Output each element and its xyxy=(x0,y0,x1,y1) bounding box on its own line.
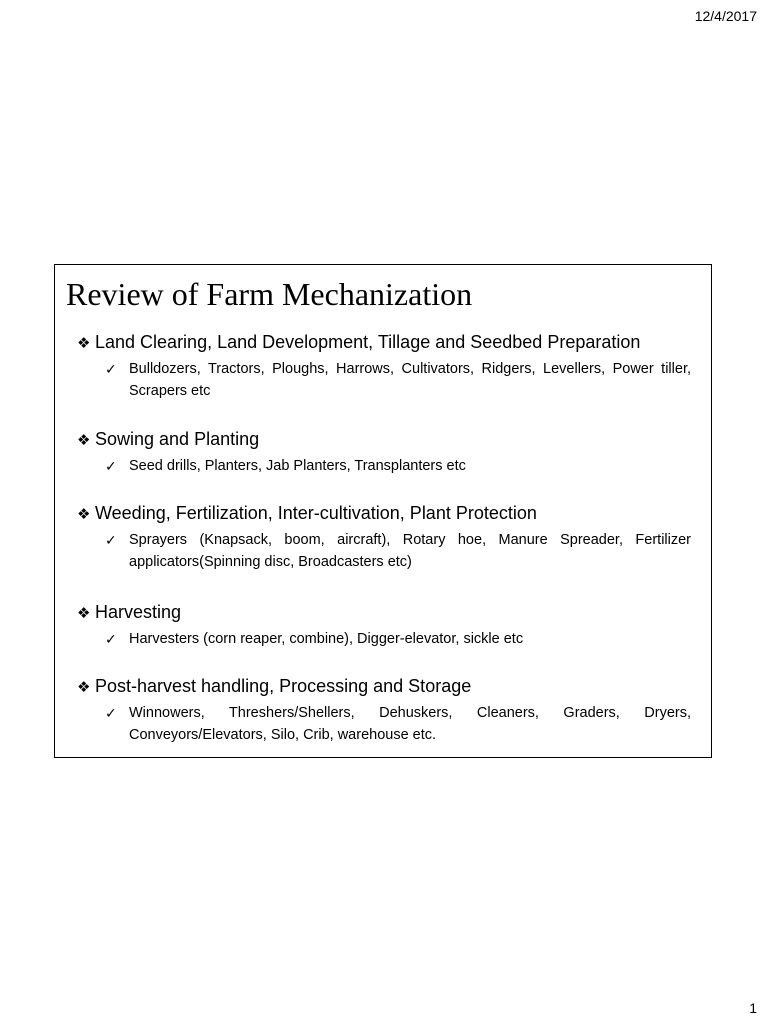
list-item-text: Sprayers (Knapsack, boom, aircraft), Rotary hoe, Manure Spreader, Fertilizer applicators(Spinning disc, Broadcasters etc) xyxy=(129,532,691,570)
page-number: 1 xyxy=(749,1000,757,1016)
checkmark-icon: ✓ xyxy=(105,361,117,377)
checkmark-icon: ✓ xyxy=(105,458,117,474)
list-item-text: Winnowers, Threshers/Shellers, Dehuskers, Cleaners, Graders, Dryers, Conveyors/Elevators, Silo, Crib, warehouse etc. xyxy=(129,705,691,743)
section-land-clearing xyxy=(77,330,691,402)
list-item xyxy=(77,628,691,650)
section-heading xyxy=(77,600,691,626)
section-heading xyxy=(77,427,691,453)
section-heading-text: Land Clearing, Land Development, Tillage and Seedbed Preparation xyxy=(95,332,641,352)
section-heading xyxy=(77,674,691,700)
slide-frame xyxy=(54,264,712,758)
section-post-harvest xyxy=(77,674,691,746)
section-heading xyxy=(77,330,691,356)
list-item xyxy=(77,529,691,573)
section-heading-text: Weeding, Fertilization, Inter-cultivation, Plant Protection xyxy=(95,503,537,523)
list-item xyxy=(77,455,691,477)
list-item-text: Bulldozers, Tractors, Ploughs, Harrows, Cultivators, Ridgers, Levellers, Power tiller, Scrapers etc xyxy=(129,361,691,399)
checkmark-icon: ✓ xyxy=(105,631,117,647)
list-item xyxy=(77,358,691,402)
section-heading-text: Harvesting xyxy=(95,602,182,622)
section-sowing xyxy=(77,427,691,477)
diamond-bullet-icon: ❖ xyxy=(77,335,91,352)
diamond-bullet-icon: ❖ xyxy=(77,605,91,622)
section-heading xyxy=(77,501,691,527)
section-heading-text: Sowing and Planting xyxy=(95,429,260,449)
section-heading-text: Post-harvest handling, Processing and Storage xyxy=(95,676,472,696)
diamond-bullet-icon: ❖ xyxy=(77,506,91,523)
section-harvesting xyxy=(77,600,691,650)
slide-title: Review of Farm Mechanization xyxy=(66,276,473,312)
section-weeding xyxy=(77,501,691,573)
list-item xyxy=(77,702,691,746)
list-item-text: Harvesters (corn reaper, combine), Digger-elevator, sickle etc xyxy=(129,631,524,647)
diamond-bullet-icon: ❖ xyxy=(77,679,91,696)
list-item-text: Seed drills, Planters, Jab Planters, Transplanters etc xyxy=(129,458,466,474)
checkmark-icon: ✓ xyxy=(105,532,117,548)
checkmark-icon: ✓ xyxy=(105,705,117,721)
date-header: 12/4/2017 xyxy=(694,8,757,24)
diamond-bullet-icon: ❖ xyxy=(77,432,91,449)
